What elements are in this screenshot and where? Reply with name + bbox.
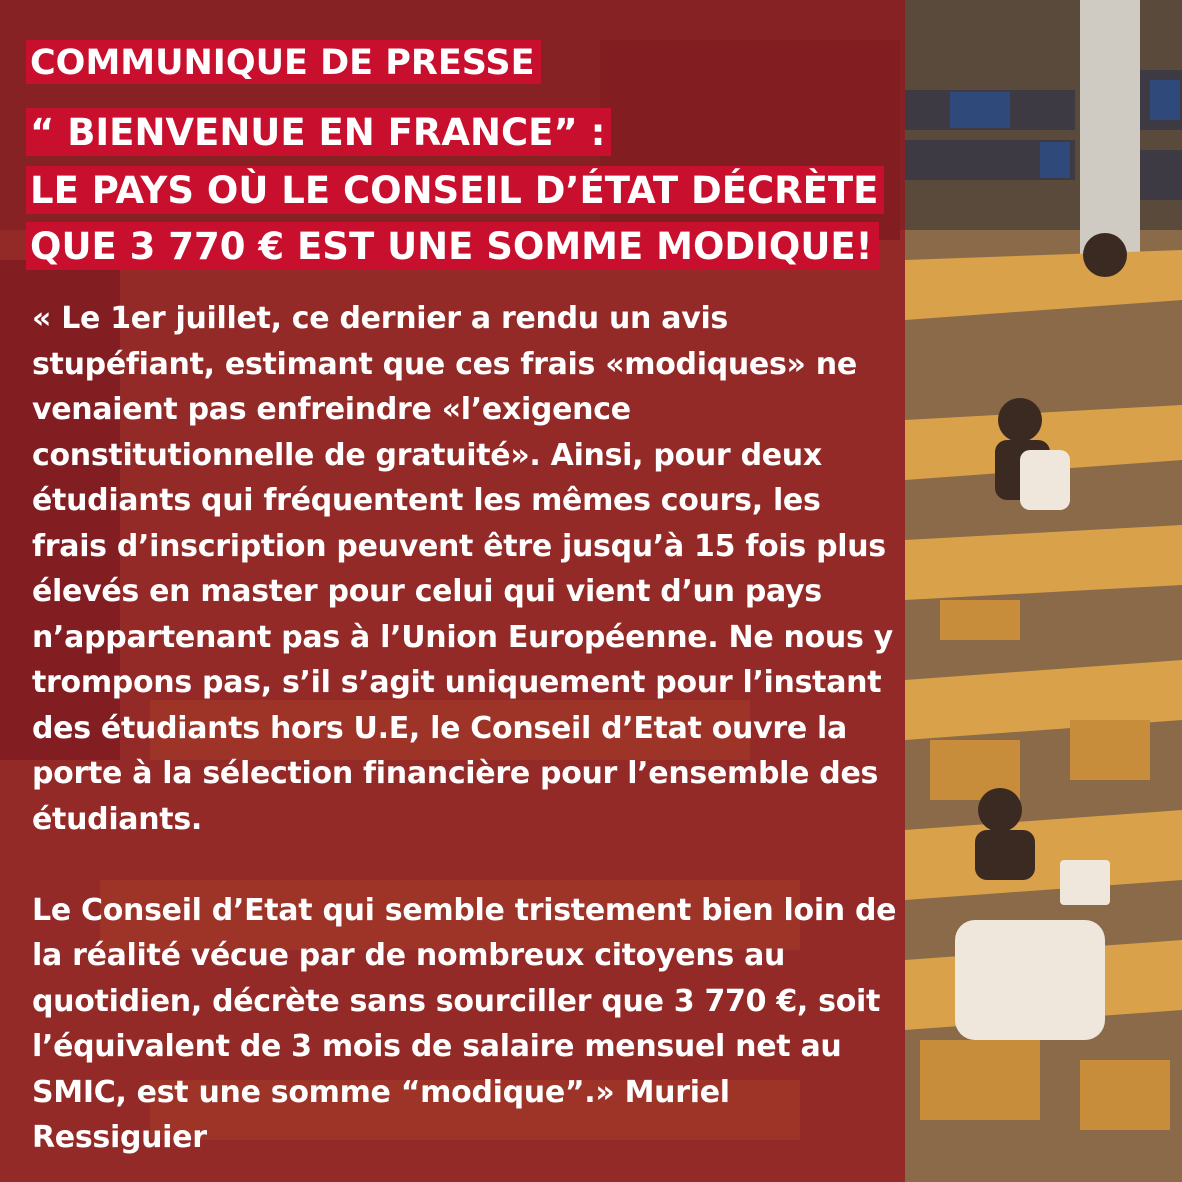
press-release-label: COMMUNIQUE DE PRESSE bbox=[26, 40, 541, 84]
body-text bbox=[32, 296, 902, 1161]
body-paragraph-1: « Le 1er juillet, ce dernier a rendu un avis stupéfiant, estimant que ces frais «modiques» ne venaient pas enfreindre «l’exigence constitutionnelle de gratuité». Ainsi, pour deux étudiants qui fréquentent les mêmes cours, les frais d’inscription peuvent être jusqu’à 15 fois plus élevés en master pour celui qui vient d’un pays n’appartenant pas à l’Union Européenne. Ne nous y trompons pas, s’il s’agit uniquement pour l’instant des étudiants hors U.E, le Conseil d’Etat ouvre la porte à la sélection financière pour l’ensemble des étudiants. bbox=[32, 301, 893, 837]
headline-line-1: “ BIENVENUE EN FRANCE” : bbox=[26, 108, 611, 156]
headline-line-3: QUE 3 770 € EST UNE SOMME MODIQUE! bbox=[26, 222, 879, 270]
body-paragraph-2: Le Conseil d’Etat qui semble tristement bien loin de la réalité vécue par de nombreux citoyens au quotidien, décrète sans sourciller que 3 770 €, soit l’équivalent de 3 mois de salaire mensuel net au SMIC, est une somme “modique”.» Muriel Ressiguier bbox=[32, 892, 897, 1155]
headline-line-2: LE PAYS OÙ LE CONSEIL D’ÉTAT DÉCRÈTE bbox=[26, 166, 884, 214]
